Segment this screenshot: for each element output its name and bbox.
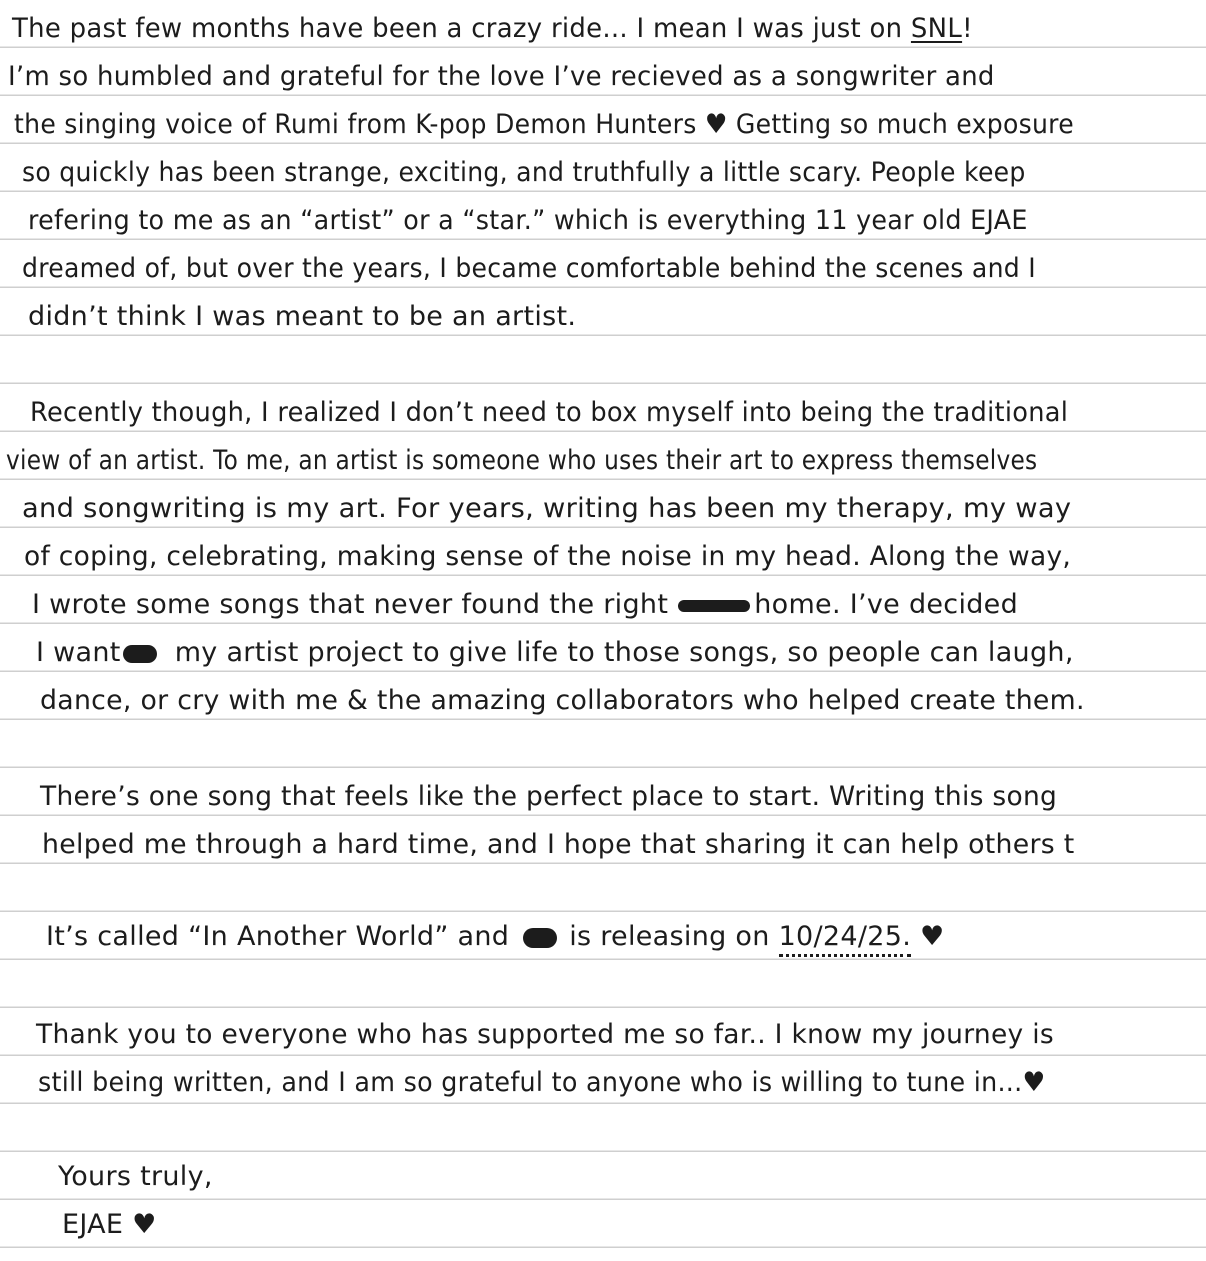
letter-text: ! (962, 13, 973, 44)
closing: Yours truly, (58, 1161, 213, 1192)
letter-line (32, 588, 1018, 622)
release-date: 10/24/25. (779, 921, 912, 957)
letter-text: home. I’ve decided (754, 589, 1019, 620)
letter-text: I wrote some songs that never found the right (32, 589, 669, 620)
signature-text: EJAE (62, 1209, 124, 1240)
letter-line: didn’t think I was meant to be an artist. (28, 301, 577, 332)
letter-line: There’s one song that feels like the perfect place to start. Writing this song (40, 781, 1058, 812)
letter-line: helped me through a hard time, and I hope that sharing it can help others t (42, 829, 1075, 860)
heart-icon: ♥ (704, 109, 728, 140)
letter-line: view of an artist. To me, an artist is someone who uses their art to express themselves (6, 445, 1038, 476)
letter-line: dreamed of, but over the years, I became comfortable behind the scenes and I (22, 253, 1036, 284)
heart-icon: ♥ (132, 1209, 157, 1240)
snl-underlined: SNL (910, 13, 963, 44)
scribbled-out-word (678, 600, 750, 612)
letter-text: the singing voice of Rumi from K-pop Demon Hunters (14, 109, 697, 140)
signature (62, 1208, 157, 1242)
letter-text: still being written, and I am so grateful to anyone who is willing to tune in... (38, 1067, 1023, 1098)
heart-icon: ♥ (920, 921, 945, 952)
letter-text: Getting so much exposure (735, 109, 1074, 140)
letter-text: my artist project to give life to those songs, so people can laugh, (174, 637, 1074, 668)
letter-text: The past few months have been a crazy ride... I mean I was just on (12, 13, 911, 44)
letter-line: dance, or cry with me & the amazing collaborators who helped create them. (40, 685, 1085, 716)
letter-line (12, 12, 973, 46)
letter-line: refering to me as an “artist” or a “star.” which is everything 11 year old EJAE (28, 205, 1028, 236)
letter-text: It’s called “In Another World” and (46, 921, 510, 952)
scribbled-out-word (123, 645, 157, 663)
letter-line: of coping, celebrating, making sense of the noise in my head. Along the way, (24, 541, 1072, 572)
heart-icon: ♥ (1022, 1067, 1046, 1098)
letter-text: I want (36, 637, 121, 668)
scribbled-out-word (523, 928, 557, 948)
letter-line (36, 636, 1074, 670)
letter-line (14, 108, 1074, 142)
letter-line: so quickly has been strange, exciting, and truthfully a little scary. People keep (22, 157, 1026, 188)
letter-line: Thank you to everyone who has supported me so far.. I know my journey is (36, 1019, 1054, 1050)
letter-line (38, 1066, 1046, 1100)
letter-line: Recently though, I realized I don’t need to box myself into being the traditional (30, 397, 1069, 428)
letter-line (46, 920, 945, 954)
letter-line: I’m so humbled and grateful for the love I’ve recieved as a songwriter and (8, 61, 995, 92)
letter-text: is releasing on (569, 921, 770, 952)
letter-line: and songwriting is my art. For years, writing has been my therapy, my way (22, 493, 1072, 524)
